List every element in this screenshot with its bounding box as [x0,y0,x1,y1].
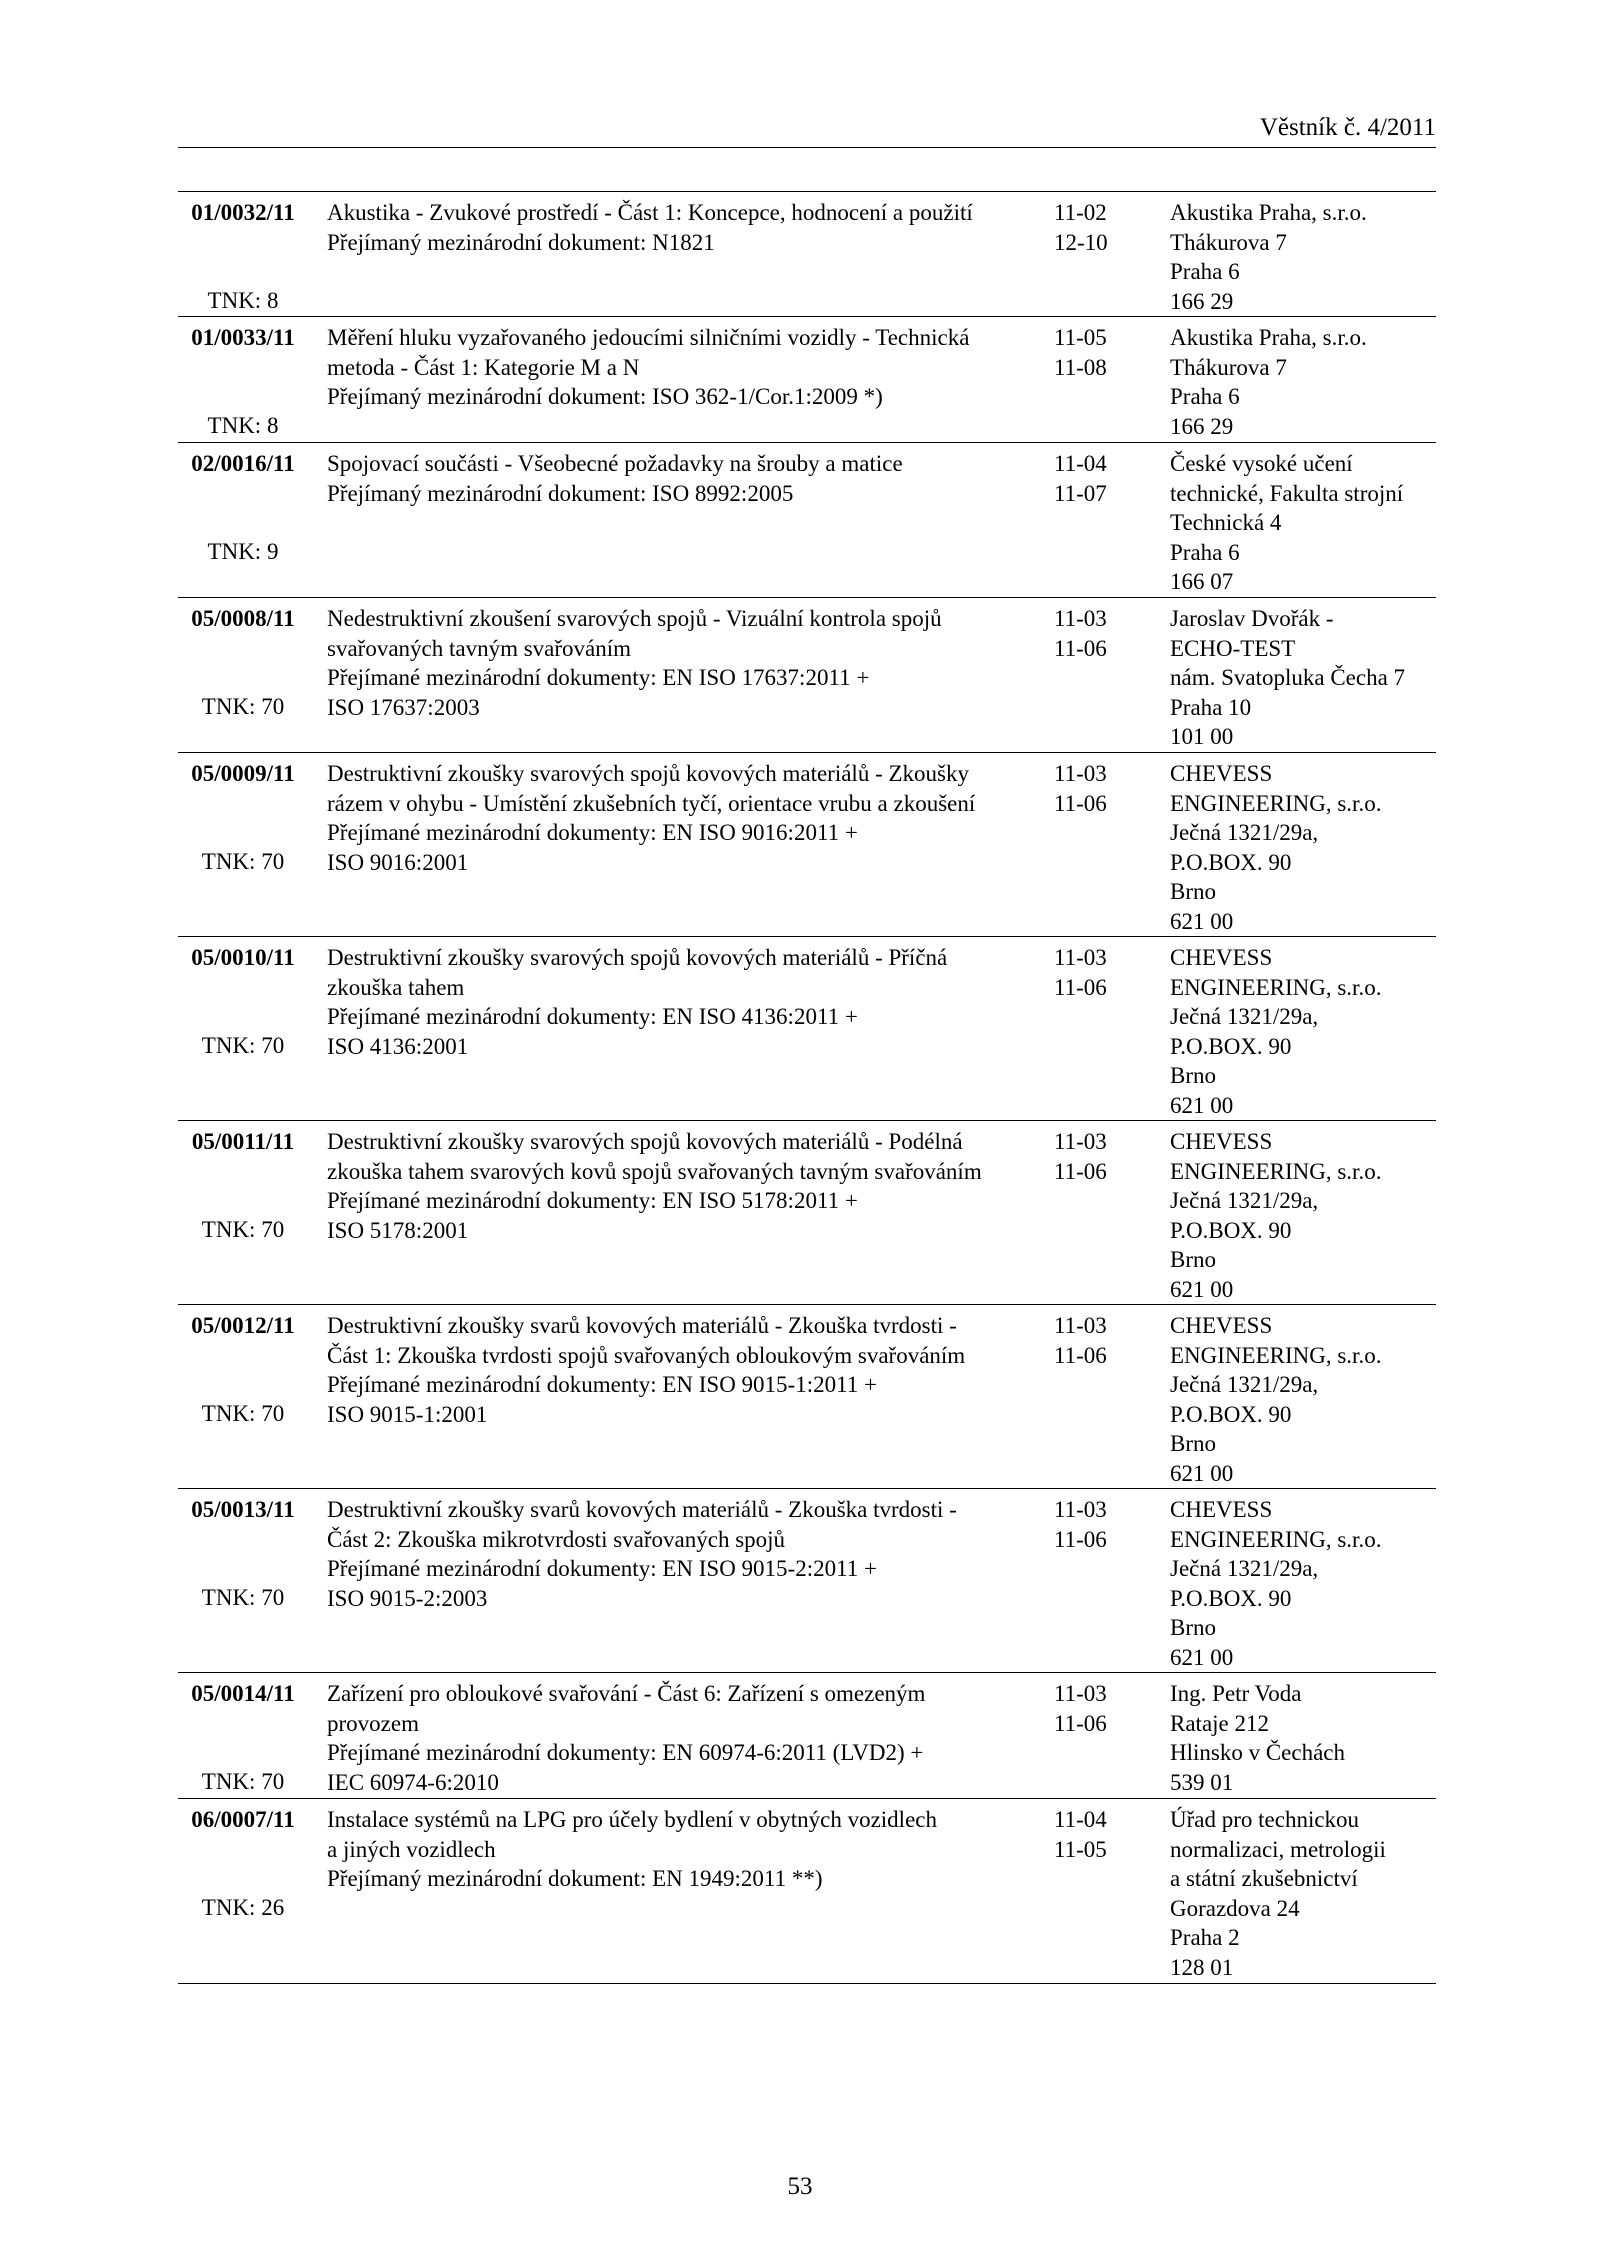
entry-number: 05/0011/11 [191,1129,295,1154]
entry-title [327,943,1077,1061]
entry-title-line: IEC 60974-6:2010 [327,1769,499,1795]
entry-address [1170,1679,1436,1797]
entry-title-line: svařovaných tavným svařováním [327,635,632,661]
entry-address-line: P.O.BOX. 90 [1170,1217,1292,1243]
entry-title-line: Instalace systémů na LPG pro účely bydlení v obytných vozidlech [327,1807,937,1832]
entry-dates [1054,1805,1164,1864]
entry-address [1170,759,1436,936]
entry-title-line: Přejímaný mezinárodní dokument: ISO 362-1/Cor.1:2009 *) [327,384,883,409]
entry-tnk: TNK: 70 [201,694,285,719]
standard-entry [178,753,1436,937]
entry-dates [1054,1679,1164,1738]
entry-title-line: Přejímaný mezinárodní dokument: ISO 8992:2005 [327,480,794,506]
journal-issue-title: Věstník č. 4/2011 [1259,114,1436,141]
entry-title-line: metoda - Část 1: Kategorie M a N [327,354,640,380]
entry-dates-line: 11-06 [1054,635,1107,661]
entry-address-line: Praha 10 [1170,694,1252,720]
entry-id-column [178,943,308,1058]
entry-tnk: TNK: 26 [201,1895,285,1920]
standard-entry [178,1673,1436,1799]
entry-dates [1054,943,1164,1002]
entry-id-column [178,1679,308,1794]
entry-address-line: nám. Svatopluka Čecha 7 [1170,665,1406,690]
entry-id-column [178,604,308,719]
entry-number: 05/0008/11 [191,606,295,631]
entry-tnk: TNK: 70 [201,1401,285,1426]
entry-title-line: Přejímané mezinárodní dokumenty: EN ISO 17637:2011 + [327,665,870,690]
entry-title-line: Část 2: Zkouška mikrotvrdosti svařovaných spojů [327,1526,786,1552]
entry-id-column [178,449,308,564]
entry-title [327,1311,1077,1429]
entry-address-line: 128 01 [1170,1954,1234,1980]
entry-address-line: Ječná 1321/29a, [1170,1556,1319,1581]
entry-title-line: Přejímaný mezinárodní dokument: N1821 [327,229,715,255]
entry-dates-line: 11-04 [1054,451,1107,476]
entry-address-line: Thákurova 7 [1170,354,1287,380]
entry-title-line: Přejímané mezinárodní dokumenty: EN ISO 9015-2:2011 + [327,1556,877,1581]
entry-address-line: Technická 4 [1170,510,1282,535]
entry-address-line: a státní zkušebnictví [1170,1866,1358,1891]
entry-address-line: CHEVESS [1170,1497,1273,1522]
entry-address-line: Ječná 1321/29a, [1170,1188,1319,1213]
entry-address-line: ENGINEERING, s.r.o. [1170,974,1382,1000]
entry-title [327,449,1077,508]
entry-dates [1054,323,1164,382]
entry-address-line: Ing. Petr Voda [1170,1681,1302,1706]
entry-title-line: Zařízení pro obloukové svařování - Část 6: Zařízení s omezeným [327,1681,926,1706]
standard-entry [178,1489,1436,1673]
entry-address-line: 166 07 [1170,569,1234,594]
entry-title-line: Destruktivní zkoušky svarových spojů kovových materiálů - Příčná [327,945,948,970]
entry-title [327,1495,1077,1613]
entry-title-line: Destruktivní zkoušky svarů kovových materiálů - Zkouška tvrdosti - [327,1497,957,1522]
entry-title-line: Měření hluku vyzařovaného jedoucími silničními vozidly - Technická [327,325,970,350]
entry-address-line: P.O.BOX. 90 [1170,849,1292,875]
entry-title [327,1679,1077,1797]
entry-title-line: Část 1: Zkouška tvrdosti spojů svařovaných obloukovým svařováním [327,1342,966,1368]
entry-address-line: Ječná 1321/29a, [1170,1004,1319,1029]
entry-dates-line: 11-08 [1054,354,1107,380]
standards-list [178,191,1436,1984]
entry-dates-line: 11-06 [1054,1710,1107,1736]
entry-address-line: Brno [1170,1431,1216,1456]
entry-tnk: TNK: 70 [201,1033,285,1058]
entry-title-line: rázem v ohybu - Umístění zkušebních tyčí, orientace vrubu a zkoušení [327,790,976,816]
entry-dates-line: 11-06 [1054,974,1107,1000]
entry-dates-line: 11-07 [1054,480,1107,506]
entry-title-line: Destruktivní zkoušky svarových spojů kovových materiálů - Zkoušky [327,761,969,786]
entry-address [1170,943,1436,1120]
standard-entry [178,317,1436,443]
entry-dates-line: 11-06 [1054,790,1107,816]
standard-entry [178,1305,1436,1489]
entry-number: 06/0007/11 [191,1807,295,1832]
entry-address-line: 621 00 [1170,1276,1234,1302]
entry-address-line: P.O.BOX. 90 [1170,1585,1292,1611]
entry-dates [1054,759,1164,818]
entry-dates-line: 11-02 [1054,200,1107,225]
entry-address-line: CHEVESS [1170,945,1273,970]
entry-address-line: Praha 6 [1170,539,1240,565]
entry-address-line: ENGINEERING, s.r.o. [1170,1342,1382,1368]
standard-entry [178,443,1436,598]
entry-address-line: Brno [1170,1063,1216,1088]
entry-title-line: Přejímané mezinárodní dokumenty: EN ISO 9015-1:2011 + [327,1372,877,1397]
entry-address-line: Jaroslav Dvořák - [1170,606,1334,631]
entry-tnk: TNK: 70 [201,1217,285,1242]
entry-dates [1054,1495,1164,1554]
entry-address-line: 539 01 [1170,1769,1234,1795]
entry-address-line: Ječná 1321/29a, [1170,820,1319,845]
page-header [178,113,1436,148]
entry-number: 05/0014/11 [191,1681,295,1706]
entry-address-line: 621 00 [1170,1092,1234,1118]
entry-address [1170,1127,1436,1304]
entry-title [327,1805,1077,1894]
entry-dates-line: 11-03 [1054,606,1107,631]
entry-address-line: Rataje 212 [1170,1710,1269,1736]
entry-address-line: 101 00 [1170,724,1234,749]
entry-address-line: normalizaci, metrologii [1170,1836,1386,1862]
entry-title-line: zkouška tahem svarových kovů spojů svařovaných tavným svařováním [327,1158,982,1184]
entry-dates-line: 11-03 [1054,1129,1107,1154]
entry-dates-line: 11-05 [1054,325,1107,350]
entry-tnk: TNK: 9 [207,539,279,564]
entry-address-line: Brno [1170,1247,1216,1272]
entry-dates-line: 11-03 [1054,1497,1107,1522]
standard-entry [178,192,1436,317]
entry-address-line: Akustika Praha, s.r.o. [1170,325,1367,350]
entry-address-line: Hlinsko v Čechách [1170,1740,1346,1765]
entry-tnk: TNK: 70 [201,1585,285,1610]
entry-id-column [178,198,308,313]
entry-address [1170,198,1436,316]
page-number: 53 [787,2173,813,2200]
entry-title-line: zkouška tahem [327,974,465,1000]
entry-address [1170,1805,1436,1982]
entry-address-line: Thákurova 7 [1170,229,1287,255]
entry-title [327,604,1077,722]
entry-id-column [178,1495,308,1610]
entry-dates [1054,449,1164,508]
entry-address-line: Brno [1170,1615,1216,1640]
standard-entry [178,598,1436,753]
entry-id-column [178,1127,308,1242]
entry-title-line: Přejímané mezinárodní dokumenty: EN 60974-6:2011 (LVD2) + [327,1740,924,1765]
entry-address-line: 166 29 [1170,413,1234,439]
entry-dates-line: 11-03 [1054,761,1107,786]
entry-title-line: Nedestruktivní zkoušení svarových spojů - Vizuální kontrola spojů [327,606,942,631]
standard-entry [178,1799,1436,1984]
entry-id-column [178,323,308,438]
entry-title-line: ISO 9015-1:2001 [327,1401,488,1427]
entry-id-column [178,1805,308,1920]
entry-dates [1054,1127,1164,1186]
standard-entry [178,937,1436,1121]
entry-address-line: 621 00 [1170,1460,1234,1486]
entry-address-line: 166 29 [1170,288,1234,314]
entry-address [1170,1495,1436,1672]
entry-title [327,1127,1077,1245]
entry-number: 05/0013/11 [191,1497,295,1522]
entry-address [1170,604,1436,752]
entry-title-line: ISO 9015-2:2003 [327,1585,488,1611]
entry-address-line: CHEVESS [1170,1313,1273,1338]
entry-dates-line: 11-05 [1054,1836,1107,1862]
entry-address [1170,1311,1436,1488]
entry-tnk: TNK: 8 [207,288,279,313]
entry-tnk: TNK: 70 [201,1769,285,1794]
entry-address-line: P.O.BOX. 90 [1170,1401,1292,1427]
entry-title-line: a jiných vozidlech [327,1836,496,1862]
entry-title-line: ISO 17637:2003 [327,694,480,720]
entry-number: 02/0016/11 [191,451,295,476]
entry-address-line: 621 00 [1170,1644,1234,1670]
entry-title-line: provozem [327,1710,419,1736]
entry-address [1170,323,1436,441]
entry-address-line: P.O.BOX. 90 [1170,1033,1292,1059]
entry-title-line: Přejímané mezinárodní dokumenty: EN ISO 9016:2011 + [327,820,858,845]
entry-address-line: Úřad pro technickou [1170,1807,1360,1832]
entry-title-line: Přejímaný mezinárodní dokument: EN 1949:2011 **) [327,1866,823,1891]
entry-dates-line: 11-06 [1054,1342,1107,1368]
entry-dates [1054,604,1164,663]
entry-dates [1054,1311,1164,1370]
entry-number: 05/0010/11 [191,945,295,970]
entry-title-line: Přejímané mezinárodní dokumenty: EN ISO 5178:2011 + [327,1188,858,1213]
entry-dates-line: 11-03 [1054,945,1107,970]
entry-dates-line: 11-06 [1054,1526,1107,1552]
entry-number: 01/0033/11 [191,325,295,350]
entry-title [327,198,1077,257]
entry-address-line: ECHO-TEST [1170,635,1296,661]
entry-address-line: Praha 6 [1170,259,1240,284]
entry-address-line: Praha 6 [1170,384,1240,409]
entry-address-line: Akustika Praha, s.r.o. [1170,200,1367,225]
entry-address-line: Gorazdova 24 [1170,1895,1300,1921]
entry-dates-line: 12-10 [1054,229,1108,255]
entry-title-line: Přejímané mezinárodní dokumenty: EN ISO 4136:2011 + [327,1004,858,1029]
entry-dates-line: 11-06 [1054,1158,1107,1184]
entry-title-line: ISO 4136:2001 [327,1033,469,1059]
entry-title-line: ISO 9016:2001 [327,849,469,875]
entry-address [1170,449,1436,597]
entry-address-line: Praha 2 [1170,1925,1240,1950]
entry-title-line: Destruktivní zkoušky svarových spojů kovových materiálů - Podélná [327,1129,963,1154]
entry-tnk: TNK: 70 [201,849,285,874]
entry-title-line: ISO 5178:2001 [327,1217,469,1243]
entry-tnk: TNK: 8 [207,413,279,438]
entry-address-line: Brno [1170,879,1216,904]
entry-title-line: Spojovací součásti - Všeobecné požadavky na šrouby a matice [327,451,903,476]
entry-number: 05/0009/11 [191,761,295,786]
entry-id-column [178,759,308,874]
entry-id-column [178,1311,308,1426]
entry-address-line: technické, Fakulta strojní [1170,480,1404,506]
entry-number: 01/0032/11 [191,200,295,225]
entry-address-line: ENGINEERING, s.r.o. [1170,790,1382,816]
entry-address-line: Ječná 1321/29a, [1170,1372,1319,1397]
entry-title [327,323,1077,412]
entry-address-line: ENGINEERING, s.r.o. [1170,1526,1382,1552]
standard-entry [178,1121,1436,1305]
entry-address-line: ENGINEERING, s.r.o. [1170,1158,1382,1184]
entry-address-line: CHEVESS [1170,1129,1273,1154]
entry-dates-line: 11-03 [1054,1313,1107,1338]
entry-address-line: České vysoké učení [1170,451,1353,476]
entry-number: 05/0012/11 [191,1313,295,1338]
entry-title-line: Destruktivní zkoušky svarů kovových materiálů - Zkouška tvrdosti - [327,1313,957,1338]
entry-dates [1054,198,1164,257]
entry-dates-line: 11-03 [1054,1681,1107,1706]
entry-dates-line: 11-04 [1054,1807,1107,1832]
entry-title-line: Akustika - Zvukové prostředí - Část 1: Koncepce, hodnocení a použití [327,200,973,225]
entry-address-line: 621 00 [1170,908,1234,934]
entry-address-line: CHEVESS [1170,761,1273,786]
entry-title [327,759,1077,877]
